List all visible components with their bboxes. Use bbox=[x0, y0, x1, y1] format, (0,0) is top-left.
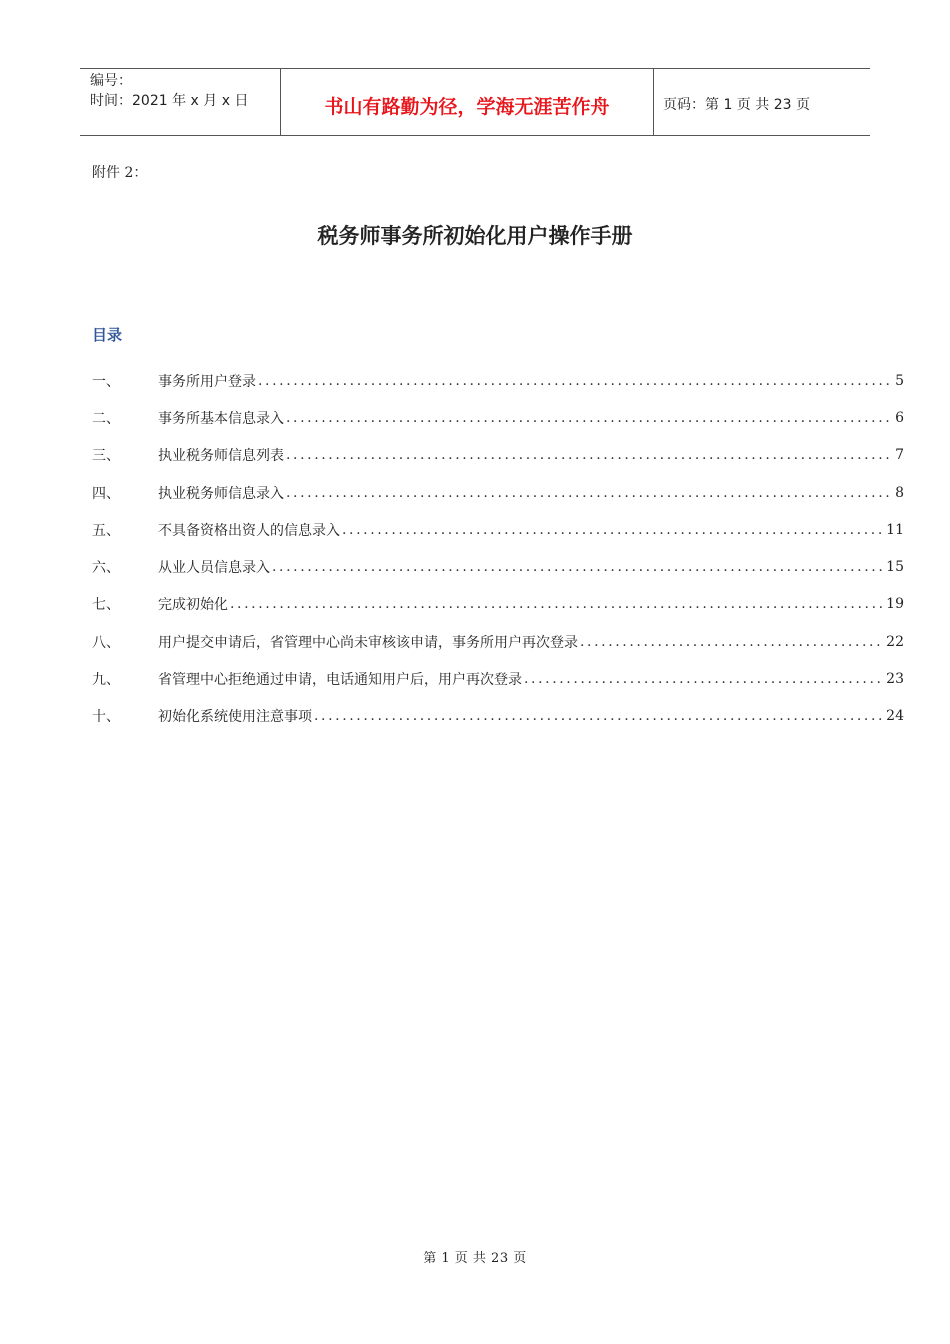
toc-item-text[interactable]: 初始化系统使用注意事项 bbox=[158, 709, 312, 726]
toc-item-number: 四、 bbox=[92, 485, 120, 502]
toc-item[interactable] bbox=[92, 437, 904, 474]
toc-item-number: 十、 bbox=[92, 709, 120, 726]
toc-item-text[interactable]: 完成初始化 bbox=[158, 597, 228, 614]
toc-item[interactable] bbox=[92, 660, 904, 697]
toc-item-number: 二、 bbox=[92, 410, 120, 427]
toc-item[interactable] bbox=[92, 474, 904, 511]
header-meta bbox=[80, 69, 281, 135]
toc-leader-dots bbox=[314, 708, 884, 724]
toc-item[interactable] bbox=[92, 399, 904, 436]
toc-leader-dots bbox=[286, 410, 893, 426]
toc-item-page[interactable]: 8 bbox=[895, 484, 904, 501]
toc-item-page[interactable]: 5 bbox=[895, 372, 904, 389]
toc-item-text[interactable]: 执业税务师信息录入 bbox=[158, 485, 284, 502]
header-page-info: 页码：第 1 页 共 23 页 bbox=[663, 97, 810, 113]
toc-item-number: 五、 bbox=[92, 522, 120, 539]
toc-item-page[interactable]: 7 bbox=[895, 447, 904, 464]
toc-item-number: 一、 bbox=[92, 373, 120, 390]
header-motto: 书山有路勤为径，学海无涯苦作舟 bbox=[281, 69, 654, 135]
toc-leader-dots bbox=[342, 522, 884, 538]
toc-leader-dots bbox=[286, 485, 893, 501]
toc-item[interactable] bbox=[92, 698, 904, 735]
toc-item[interactable] bbox=[92, 548, 904, 585]
table-of-contents bbox=[92, 362, 904, 735]
toc-leader-dots bbox=[580, 634, 884, 650]
toc-heading: 目录 bbox=[92, 326, 123, 344]
toc-item-text[interactable]: 从业人员信息录入 bbox=[158, 560, 270, 577]
toc-leader-dots bbox=[286, 447, 893, 463]
toc-leader-dots bbox=[230, 596, 884, 612]
toc-item[interactable] bbox=[92, 623, 904, 660]
toc-item-page[interactable]: 6 bbox=[895, 409, 904, 426]
toc-item-page[interactable]: 22 bbox=[886, 633, 904, 650]
toc-item-text[interactable]: 执业税务师信息列表 bbox=[158, 448, 284, 465]
toc-item-text[interactable]: 用户提交申请后，省管理中心尚未审核该申请，事务所用户再次登录 bbox=[158, 634, 578, 651]
toc-item-page[interactable]: 19 bbox=[886, 596, 904, 613]
page-header bbox=[80, 68, 870, 136]
toc-item[interactable] bbox=[92, 511, 904, 548]
toc-leader-dots bbox=[524, 671, 884, 687]
toc-item-number: 六、 bbox=[92, 560, 120, 577]
toc-item-number: 九、 bbox=[92, 672, 120, 689]
toc-item-number: 七、 bbox=[92, 597, 120, 614]
page-footer: 第 1 页 共 23 页 bbox=[423, 1251, 527, 1266]
toc-item-page[interactable]: 24 bbox=[886, 708, 904, 725]
toc-item-page[interactable]: 23 bbox=[886, 671, 904, 688]
document-title: 税务师事务所初始化用户操作手册 bbox=[317, 224, 633, 248]
toc-item-page[interactable]: 15 bbox=[886, 559, 904, 576]
toc-item-number: 三、 bbox=[92, 448, 120, 465]
toc-item-number: 八、 bbox=[92, 634, 120, 651]
toc-item[interactable] bbox=[92, 362, 904, 399]
toc-item-text[interactable]: 省管理中心拒绝通过申请，电话通知用户后，用户再次登录 bbox=[158, 672, 522, 689]
toc-item-text[interactable]: 事务所用户登录 bbox=[158, 373, 256, 390]
document-number-label: 编号： bbox=[90, 73, 132, 89]
toc-item[interactable] bbox=[92, 586, 904, 623]
attachment-label: 附件 2： bbox=[92, 165, 148, 181]
toc-item-text[interactable]: 不具备资格出资人的信息录入 bbox=[158, 522, 340, 539]
toc-item-text[interactable]: 事务所基本信息录入 bbox=[158, 410, 284, 427]
toc-leader-dots bbox=[258, 373, 893, 389]
document-time: 时间：2021 年 x 月 x 日 bbox=[90, 93, 249, 109]
toc-item-page[interactable]: 11 bbox=[886, 521, 904, 538]
toc-leader-dots bbox=[272, 559, 884, 575]
